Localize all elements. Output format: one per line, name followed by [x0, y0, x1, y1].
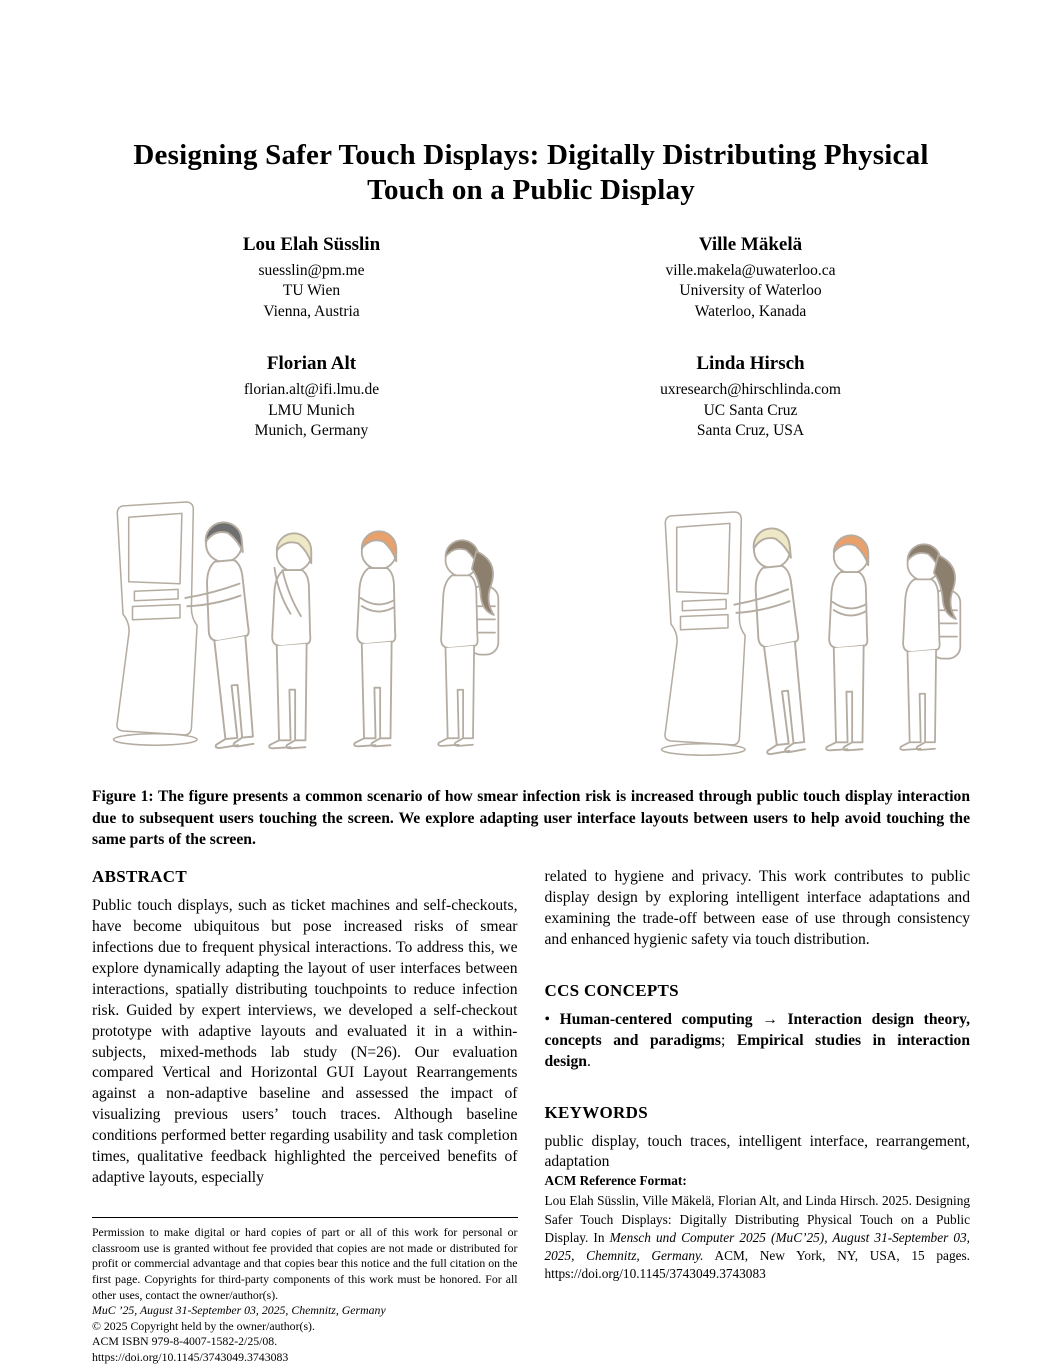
- author-affiliation: LMU Munich: [268, 401, 355, 419]
- author-block: [92, 234, 970, 443]
- reference-part1: Lou Elah Süsslin, Ville Mäkelä, Florian Alt, and Linda Hirsch. 2025. Designing Safer Touch Displays: Digitally Distributing Physical Touch on a Public Display. In: [544, 1193, 970, 1245]
- acm-reference-text: [545, 1192, 971, 1282]
- ccs-period: .: [586, 1052, 591, 1070]
- abstract-text: Public touch displays, such as ticket machines and self-checkouts, have become ubiquitous but pose increased risks of smear infections due to frequent physical interactions. To address this, we explore dynamically adapting the layout of user interfaces between interactions, spatially distributing touchpoints to reduce infection risk. Guided by expert interviews, we developed a self-checkout prototype with adaptive layouts and evaluated it in a within-subjects, mixed-methods lab study (N=26). Our evaluation compared Vertical and Horizontal GUI Layout Rearrangements against a non-adaptive baseline and assessed the impact of visualizing previous users’ touch traces. Although baseline conditions performed better regarding usability and task completion times, qualitative feedback highlighted the perceived benefits of adaptive layouts, especially: [92, 896, 518, 1187]
- kiosk-drawing-right: [662, 512, 746, 755]
- keywords-text: public display, touch traces, intelligent interface, rearrangement, adaptation: [544, 1132, 970, 1171]
- doi-link[interactable]: https://doi.org/10.1145/3743049.3743083: [92, 1349, 289, 1364]
- ccs-domain: Human-centered computing: [559, 1010, 753, 1028]
- queue-at-kiosk-drawing: [92, 482, 970, 774]
- author-email[interactable]: suesslin@pm.me: [258, 261, 365, 279]
- copyright-line: © 2025 Copyright held by the owner/author(s).: [92, 1318, 315, 1333]
- author-email[interactable]: florian.alt@ifi.lmu.de: [243, 380, 380, 398]
- abstract-continuation: related to hygiene and privacy. This work contributes to public display design by exploring intelligent interface adaptations and examining the trade-off between ease of use through consistency and enhanced hygienic safety via touch distribution.: [544, 867, 970, 948]
- ccs-bullet: •: [544, 1010, 560, 1028]
- author-affiliation: TU Wien: [282, 282, 341, 300]
- queue-person-coughing: [269, 533, 311, 748]
- queue-person-backpack-right: [900, 544, 960, 750]
- two-column-body: [92, 867, 970, 1364]
- author-hirsch: [531, 353, 970, 442]
- author-makela: [531, 234, 970, 323]
- figure1-caption: Figure 1: The figure presents a common scenario of how smear infection risk is increased through public touch display interaction due to subsequent users touching the screen. We explore adapting user interface layouts between users to help avoid touching the same parts of the screen.: [92, 788, 970, 849]
- author-suesslin: [92, 234, 531, 323]
- queue-person-crossed-arms-left: [354, 531, 396, 746]
- abstract-heading: ABSTRACT: [92, 866, 187, 886]
- left-column: [92, 867, 518, 1364]
- author-location: Munich, Germany: [254, 422, 369, 440]
- ccs-concept2: Empirical studies in interaction design: [544, 1031, 970, 1070]
- author-location: Vienna, Austria: [263, 303, 360, 321]
- right-column: [545, 867, 971, 1283]
- ccs-arrow: →: [752, 1010, 788, 1028]
- queue-person-crossed-arms-right: [826, 535, 868, 750]
- author-affiliation: UC Santa Cruz: [703, 401, 798, 419]
- author-name: Lou Elah Süsslin: [242, 233, 381, 255]
- venue-line: MuC ’25, August 31-September 03, 2025, Chemnitz, Germany: [92, 1303, 386, 1318]
- figure1-illustration: [92, 482, 970, 774]
- ccs-separator: ;: [721, 1031, 737, 1049]
- author-email[interactable]: uxresearch@hirschlinda.com: [660, 380, 841, 398]
- reference-venue-italic: Mensch und Computer 2025 (MuC’25), August 31-September 03, 2025, Chemnitz, Germany.: [544, 1229, 970, 1263]
- isbn-line: ACM ISBN 979-8-4007-1582-2/25/08.: [92, 1334, 278, 1349]
- author-location: Santa Cruz, USA: [696, 422, 805, 440]
- author-alt: [92, 353, 531, 442]
- author-name: Florian Alt: [266, 352, 357, 374]
- permission-text: Permission to make digital or hard copies of part or all of this work for personal or classroom use is granted without fee provided that copies are not made or distributed for profit or commercial advantage and that copies bear this notice and the full citation on the first page. Copyrights for third-party components of this work must be honored. For all other uses, contact the owner/author(s).: [92, 1225, 518, 1302]
- copyright-footnote: [92, 1217, 518, 1364]
- author-name: Linda Hirsch: [696, 352, 805, 374]
- kiosk-drawing-left: [114, 502, 198, 745]
- paper-content: [92, 0, 970, 1364]
- queue-person-backpack-left: [438, 540, 498, 746]
- keywords-heading: KEYWORDS: [544, 1102, 648, 1122]
- paper-title: Designing Safer Touch Displays: Digitally Distributing Physical Touch on a Public Display: [133, 139, 929, 206]
- reference-part2[interactable]: ACM, New York, NY, USA, 15 pages. https://doi.org/10.1145/3743049.3743083: [544, 1247, 970, 1281]
- ccs-heading: CCS CONCEPTS: [544, 980, 679, 1000]
- ccs-text: [545, 1010, 971, 1073]
- acm-reference-heading: ACM Reference Format:: [544, 1173, 687, 1189]
- ccs-concept1: Interaction design theory, concepts and paradigms: [544, 1010, 971, 1049]
- author-location: Waterloo, Kanada: [694, 303, 807, 321]
- author-affiliation: University of Waterloo: [679, 282, 822, 300]
- author-name: Ville Mäkelä: [698, 233, 803, 255]
- author-email[interactable]: ville.makela@uwaterloo.ca: [665, 261, 836, 279]
